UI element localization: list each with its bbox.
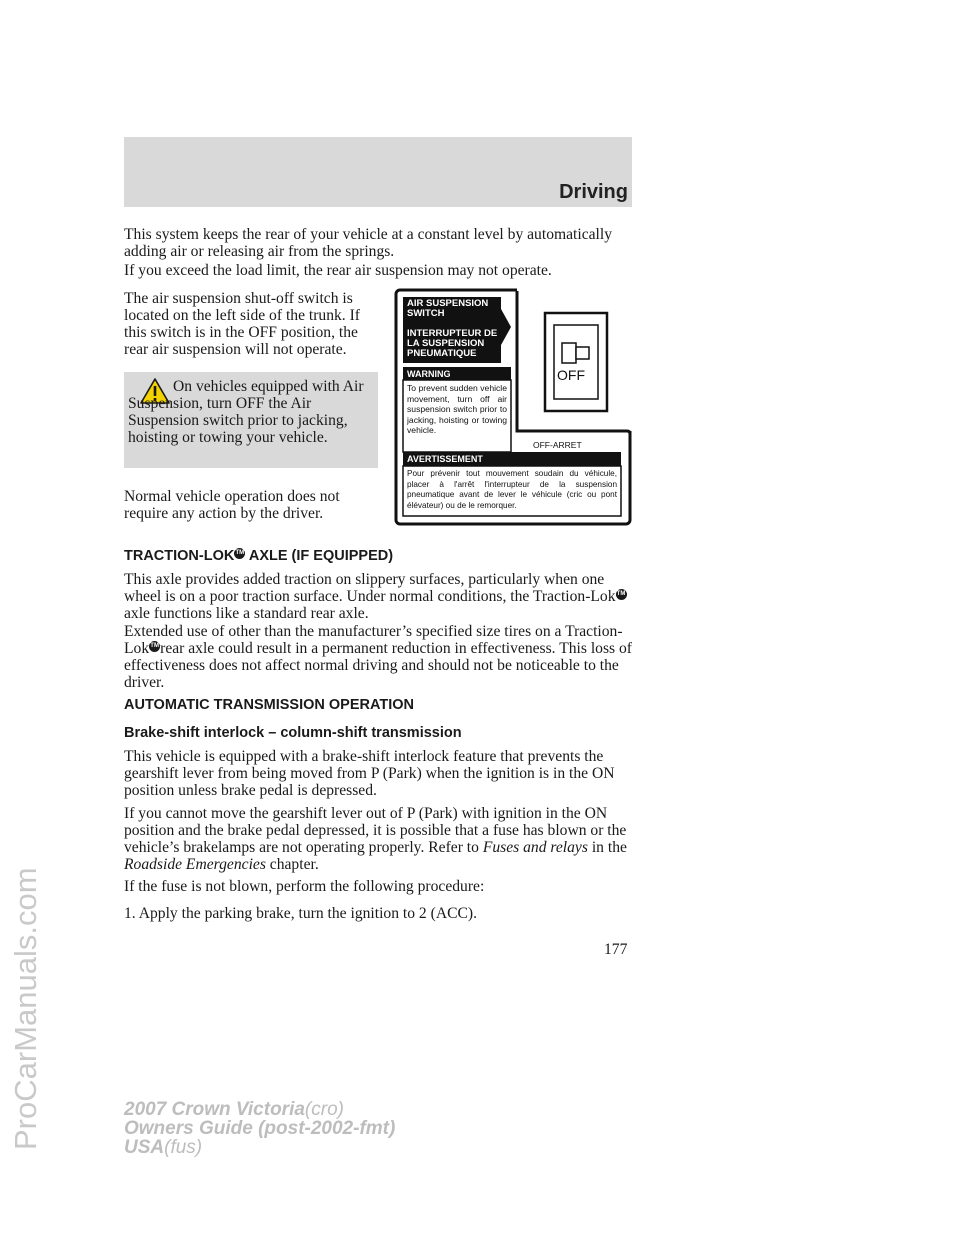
paragraph-load-limit: If you exceed the load limit, the rear air suspension may not operate. [124,262,552,279]
paragraph-normal-operation: Normal vehicle operation does not require any action by the driver. [124,488,340,522]
warning-text: On vehicles equipped with Air Suspension, turn OFF the Air Suspension switch prior to jacking, hoisting or towing your vehicle. [128,378,364,446]
header-band [124,137,632,207]
paragraph-step-1: 1. Apply the parking brake, turn the ignition to 2 (ACC). [124,905,477,922]
heading-brake-shift: Brake-shift interlock – column-shift transmission [124,725,462,741]
air-suspension-label-illustration [393,287,633,527]
label-switch-off: OFF [557,367,585,383]
footer-line-3: USA(fus) [124,1137,203,1158]
paragraph-brake-shift: This vehicle is equipped with a brake-shift interlock feature that prevents the gearshift lever from being moved from P (Park) when the ignition is in the ON position unless brake pedal is depressed. [124,748,615,799]
heading-automatic-transmission: AUTOMATIC TRANSMISSION OPERATION [124,697,414,713]
paragraph-fuse: If you cannot move the gearshift lever out of P (Park) with ignition in the ON position and the brake pedal depressed, it is possible that a fuse has blown or the vehicle’s brakelamps are not operating properly. Refer to Fuses and relays in the Roadside Emergencies chapter. [124,805,627,873]
label-title-en: AIR SUSPENSION SWITCH [407,298,489,319]
warning-box [124,372,378,468]
label-off-arret: OFF-ARRET [533,440,582,450]
paragraph-shutoff-switch: The air suspension shut-off switch is located on the left side of the trunk. If this switch is in the OFF position, the rear air suspension will not operate. [124,290,360,358]
label-avert-heading: AVERTISSEMENT [407,454,483,464]
trademark-icon: TM [234,548,245,559]
page-number: 177 [604,941,628,958]
footer-line-2: Owners Guide (post-2002-fmt) [124,1118,396,1139]
trademark-icon: TM [149,641,160,652]
label-warning-text: To prevent sudden vehicle movement, turn off air suspension switch prior to jacking, hoisting or towing vehicle. [407,383,507,435]
label-title-fr: INTERRUPTEUR DE LA SUSPENSION PNEUMATIQUE [407,328,498,359]
paragraph-system: This system keeps the rear of your vehicle at a constant level by automatically adding air or releasing air from the springs. [124,226,613,260]
section-title: Driving [559,181,628,203]
watermark: ProCarManuals.com [8,867,43,1150]
footer-line-1: 2007 Crown Victoria(cro) [124,1099,344,1120]
heading-traction-lok: TRACTION-LOKTM AXLE (IF EQUIPPED) [124,548,394,564]
label-avert-text: Pour prévenir tout mouvement soudain du véhicule, placer à l'arrêt l'interrupteur de la suspension pneumatique avant de lever le véhicule (cric ou pont élévateur) ou de le remorquer. [407,469,617,510]
paragraph-traction-lok: This axle provides added traction on slippery surfaces, particularly when one wheel is on a poor traction surface. Under normal conditions, the Traction-LokTMaxle functions like a standard rear axle. [124,571,626,622]
paragraph-procedure: If the fuse is not blown, perform the following procedure: [124,878,485,895]
label-warning-heading: WARNING [407,369,451,379]
paragraph-tire-size: Extended use of other than the manufacturer’s specified size tires on a Traction-LokTMrear axle could result in a permanent reduction in effectiveness. This loss of effectiveness does not affect normal driving and should not be noticeable to the driver. [124,623,632,691]
trademark-icon: TM [616,589,627,600]
